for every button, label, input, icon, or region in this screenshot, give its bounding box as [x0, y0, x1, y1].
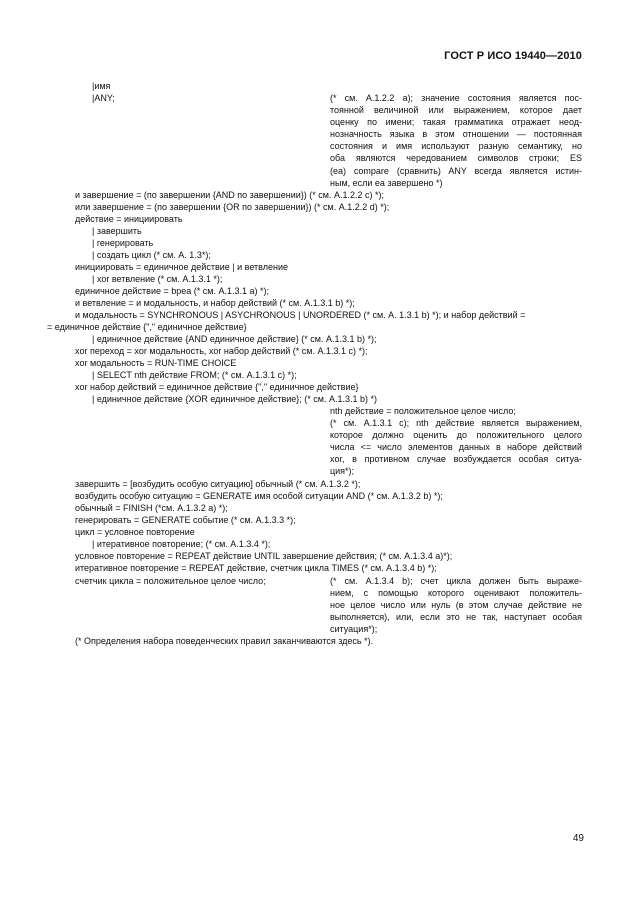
grammar-line: и завершение = (по завершении {AND по завершении}) (* см. А.1.2.2 с) *);	[75, 190, 384, 200]
note-line: (* см. А.1.2.2 а); значение состояния является пос-	[330, 93, 582, 103]
note-line: оценку по имени; такая грамматика отражает неод-	[330, 117, 582, 128]
grammar-line: инициировать = единичное действие | и ветвление	[75, 262, 288, 272]
grammar-line: xor переход = xor модальность, xor набор действий (* см. А.1.3.1 с) *);	[75, 346, 368, 356]
page-number: 49	[572, 833, 584, 844]
grammar-footer-comment: (* Определения набора поведенческих правил заканчиваются здесь *).	[75, 636, 374, 646]
grammar-line: возбудить особую ситуацию = GENERATE имя особой ситуации AND (* см. А.1.3.2 b) *);	[75, 491, 443, 501]
grammar-line: счетчик цикла = положительное целое число;	[75, 576, 266, 586]
note-line: состояния и имя используют разную семантику, но	[330, 141, 582, 152]
grammar-line: |ANY;	[92, 93, 115, 103]
grammar-line: генерировать = GENERATE событие (* см. А.1.3.3 *);	[75, 515, 296, 525]
grammar-line: nth действие = положительное целое число;	[330, 406, 516, 416]
grammar-line: | xor ветвление (* см. А.1.3.1 *);	[92, 274, 223, 284]
grammar-line: или завершение = (по завершении {OR по завершении}) (* см. А.1.2.2 d) *);	[75, 202, 390, 212]
document-header: ГОСТ Р ИСО 19440—2010	[444, 50, 582, 62]
note-line: которое должно оценить до положительного целого	[330, 430, 582, 441]
grammar-line: | завершить	[92, 226, 142, 236]
grammar-line: цикл = условное повторение	[75, 527, 195, 537]
note-line: нозначность языка в этом отношении — постоянная	[330, 129, 582, 140]
grammar-line: итеративное повторение = REPEAT действие, счетчик цикла TIMES (* см. А.1.3.4 b) *);	[75, 563, 437, 573]
grammar-line: | единичное действие {XOR единичное действие}; (* см. А.1.3.1 b) *)	[92, 394, 378, 404]
note-line: тоянной величиной или выражением, которое дает	[330, 105, 582, 116]
grammar-line: = единичное действие {"," единичное действие}	[47, 322, 247, 332]
grammar-line: xor модальность = RUN-TIME CHOICE	[75, 358, 237, 368]
note-nth-block	[330, 417, 582, 477]
grammar-line: | итеративное повторение; (* см. А.1.3.4 *);	[92, 539, 271, 549]
grammar-line: завершить = [возбудить особую ситуацию] обычный (* см. А.1.3.2 *);	[75, 479, 361, 489]
grammar-line: и модальность = SYNCHRONOUS | ASYCHRONOUS | UNORDERED (* см. А. 1.3.1 b) *); и набор действий =	[75, 310, 526, 320]
note-line: нием, с помощью которого оценивают положитель-	[330, 588, 582, 599]
note-line: ным, если еа завершено *)	[330, 177, 443, 188]
note-line: ция*);	[330, 466, 355, 477]
note-line: оба являются чередованием символов строки; ES	[330, 153, 582, 164]
note-line: (* см. А.1.3.1 с); nth действие является выражением,	[330, 418, 582, 428]
note-line: xor, в противном случае возбуждается особая ситуа-	[330, 454, 582, 465]
note-line: числа <= число элементов данных в наборе действий	[330, 442, 582, 453]
grammar-line: единичное действие = bреа (* см. А.1.3.1 а) *);	[75, 286, 269, 296]
note-any-block	[330, 92, 582, 189]
grammar-line: действие = инициировать	[75, 214, 183, 224]
grammar-line: обычный = FINISH (*см. А.1.3.2 а) *);	[75, 503, 228, 513]
note-counter-block	[330, 575, 582, 635]
note-line: (еа) compare (сравнить) ANY всегда является истин-	[330, 165, 582, 176]
grammar-line: и ветвление = и модальность, и набор действий (* см. А.1.3.1 b) *);	[75, 298, 355, 308]
note-line: выполняется), или, если это не так, наступает особая	[330, 612, 582, 623]
grammar-line: | SELECT nth действие FROM; (* см. А.1.3.1 с) *);	[92, 370, 297, 380]
grammar-line: | единичное действие {AND единичное действие} (* см. А.1.3.1 b) *);	[92, 334, 377, 344]
note-line: ное целое число или нуль (в этом случае действие не	[330, 600, 582, 611]
grammar-line: условное повторение = REPEAT действие UNTIL завершение действия; (* см. А.1.3.4 а)*);	[75, 551, 453, 561]
note-line: ситуация*);	[330, 624, 378, 635]
grammar-line: | генерировать	[92, 238, 154, 248]
grammar-line: |имя	[92, 81, 111, 91]
note-line: (* см. А.1.3.4 b); счет цикла должен быть выраже-	[330, 576, 582, 586]
grammar-line: | создать цикл (* см. А. 1.3*);	[92, 250, 211, 260]
grammar-line: xor набор действий = единичное действие {"," единичное действие}	[75, 382, 359, 392]
